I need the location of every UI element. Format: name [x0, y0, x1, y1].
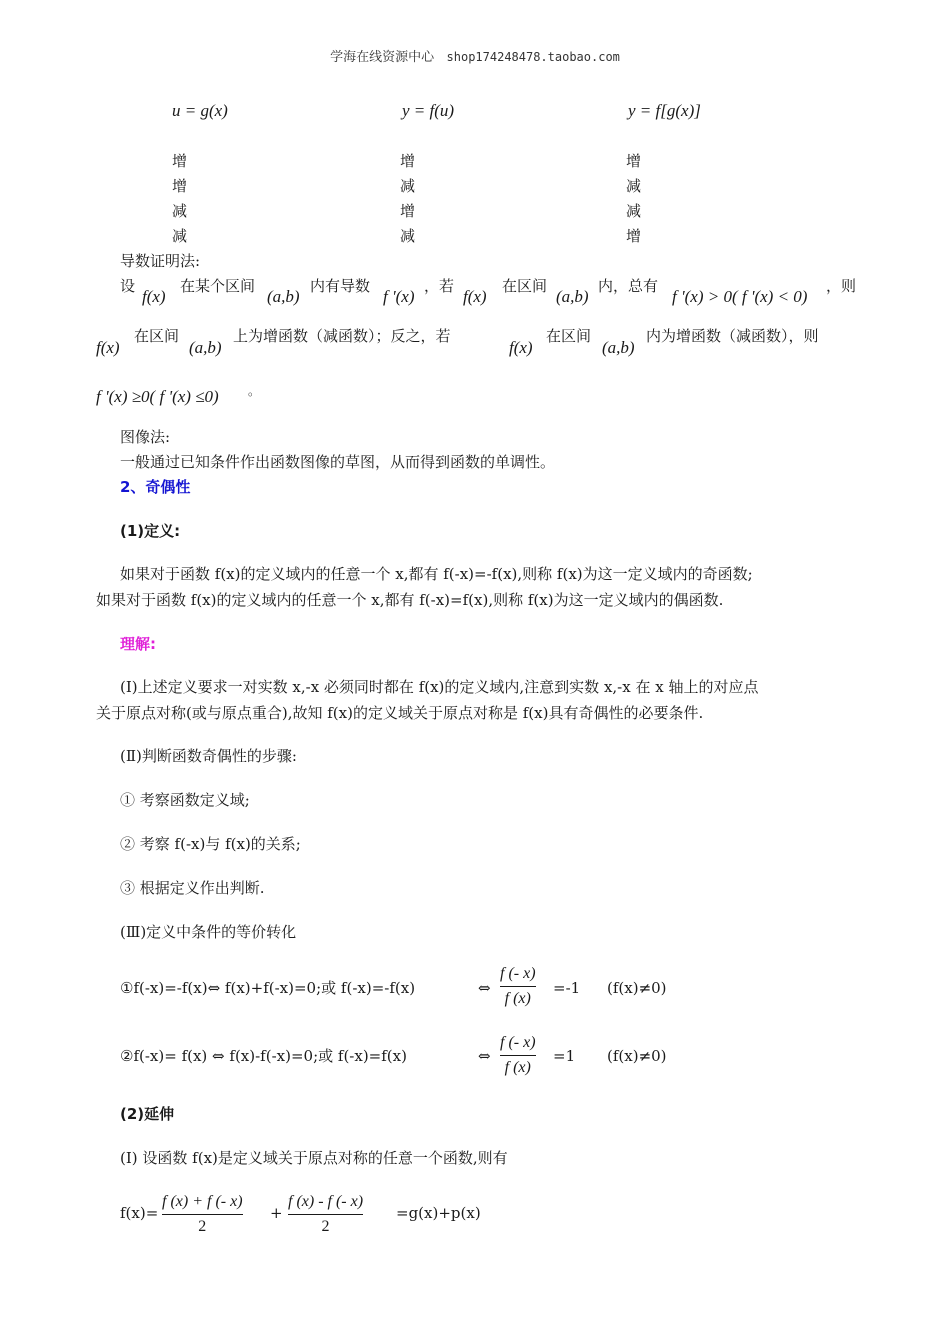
- text: 在区间: [502, 277, 548, 295]
- table-cell: 减: [172, 227, 188, 245]
- fraction-bar: [162, 1214, 243, 1215]
- extension-title: (2)延伸: [120, 1105, 175, 1123]
- plus-sign: +: [270, 1204, 283, 1222]
- fraction-bar: [500, 986, 536, 987]
- definition-title: (1)定义:: [120, 522, 181, 540]
- header-shop: shop174248478.taobao.com: [446, 50, 620, 64]
- text: ，则: [826, 277, 857, 295]
- table-cell: 增: [172, 177, 188, 195]
- step-2: ② 考察 f(-x)与 f(x)的关系;: [120, 835, 301, 853]
- graph-method-text: 一般通过已知条件作出函数图像的草图，从而得到函数的单调性。: [120, 453, 556, 471]
- table-cell: 增: [626, 227, 642, 245]
- eq-left: ①f(-x)=-f(x)⇔ f(x)+f(-x)=0;或 f(-x)=-f(x): [120, 979, 416, 997]
- understanding-3: (Ⅲ)定义中条件的等价转化: [120, 923, 297, 941]
- fraction-numerator: f (- x): [500, 1034, 536, 1051]
- section-heading-parity: 2、奇偶性: [120, 478, 191, 496]
- fraction-even-part: [162, 1192, 243, 1237]
- understanding-1a: (Ⅰ)上述定义要求一对实数 x,-x 必须同时都在 f(x)的定义域内,注意到实数 x,-x 在 x 轴上的对应点: [120, 678, 759, 696]
- math: f '(x): [383, 287, 415, 306]
- even-definition: 如果对于函数 f(x)的定义域内的任意一个 x,都有 f(-x)=f(x),则称 f(x)为这一定义域内的偶函数.: [96, 591, 724, 609]
- derivative-method-title: 导数证明法:: [120, 252, 201, 270]
- table-cell: 减: [172, 202, 188, 220]
- fraction-odd-part: [288, 1192, 363, 1237]
- eq-lhs: f(x)=: [120, 1204, 159, 1222]
- text: 内有导数: [310, 277, 371, 295]
- text: 在某个区间: [180, 277, 256, 295]
- fraction-denominator: 2: [198, 1218, 207, 1235]
- header-site: 学海在线资源中心: [330, 50, 435, 65]
- fraction: [500, 964, 536, 1009]
- text: 在区间: [546, 327, 592, 345]
- math: (a,b): [189, 338, 222, 357]
- understanding-1b: 关于原点对称(或与原点重合),故知 f(x)的定义域关于原点对称是 f(x)具有奇偶性的必要条件.: [96, 704, 704, 722]
- fraction: [500, 1033, 536, 1078]
- text: 上为增函数（减函数）；反之，若: [233, 327, 451, 345]
- text: ，若: [424, 277, 455, 295]
- table-cell: 增: [172, 152, 188, 170]
- eq-condition: (f(x)≠0): [607, 1047, 667, 1065]
- text: 。: [248, 384, 261, 398]
- table-cell: 增: [400, 152, 416, 170]
- understanding-title: 理解:: [120, 635, 156, 653]
- math: (a,b): [556, 287, 589, 306]
- text: 内为增函数（减函数），则: [646, 327, 819, 345]
- eq-left: ②f(-x)= f(x) ⇔ f(x)-f(-x)=0;或 f(-x)=f(x): [120, 1047, 407, 1065]
- equivalence-arrow: ⇔: [478, 1047, 491, 1065]
- math: f(x): [96, 338, 120, 357]
- text: 在区间: [134, 327, 180, 345]
- math: f '(x) ≥0( f '(x) ≤0): [96, 387, 219, 406]
- fraction-numerator: f (x) - f (- x): [288, 1193, 364, 1210]
- table-cell: 减: [400, 227, 416, 245]
- text: 内，总有: [598, 277, 659, 295]
- fraction-bar: [288, 1214, 363, 1215]
- step-1: ① 考察函数定义域;: [120, 791, 250, 809]
- graph-method-title: 图像法:: [120, 428, 171, 446]
- fraction-numerator: f (- x): [500, 965, 536, 982]
- table-cell: 减: [626, 202, 642, 220]
- extension-text: (Ⅰ) 设函数 f(x)是定义域关于原点对称的任意一个函数,则有: [120, 1149, 508, 1167]
- math: f(x): [463, 287, 487, 306]
- table-header-outer: y = f(u): [402, 101, 455, 120]
- eq-rhs: =-1: [553, 979, 581, 997]
- table-cell: 增: [626, 152, 642, 170]
- fraction-denominator: f (x): [504, 1059, 531, 1076]
- equivalence-arrow: ⇔: [478, 979, 491, 997]
- fraction-bar: [500, 1055, 536, 1056]
- math: (a,b): [267, 287, 300, 306]
- step-3: ③ 根据定义作出判断.: [120, 879, 265, 897]
- table-header-composite: y = f[g(x)]: [628, 101, 701, 120]
- eq-rhs: =1: [553, 1047, 576, 1065]
- eq-rhs: =g(x)+p(x): [396, 1204, 481, 1222]
- text: 设: [120, 277, 136, 295]
- fraction-denominator: f (x): [504, 990, 531, 1007]
- fraction-denominator: 2: [321, 1218, 330, 1235]
- math: f(x): [142, 287, 166, 306]
- table-cell: 增: [400, 202, 416, 220]
- math: f '(x) > 0( f '(x) < 0): [672, 287, 808, 306]
- math: f(x): [509, 338, 533, 357]
- understanding-2: (Ⅱ)判断函数奇偶性的步骤:: [120, 747, 297, 765]
- odd-definition: 如果对于函数 f(x)的定义域内的任意一个 x,都有 f(-x)=-f(x),则称 f(x)为这一定义域内的奇函数;: [120, 565, 753, 583]
- fraction-numerator: f (x) + f (- x): [162, 1193, 243, 1210]
- eq-condition: (f(x)≠0): [607, 979, 667, 997]
- math: (a,b): [602, 338, 635, 357]
- table-cell: 减: [626, 177, 642, 195]
- table-cell: 减: [400, 177, 416, 195]
- table-header-inner: u = g(x): [172, 101, 228, 120]
- page-header: [0, 46, 950, 65]
